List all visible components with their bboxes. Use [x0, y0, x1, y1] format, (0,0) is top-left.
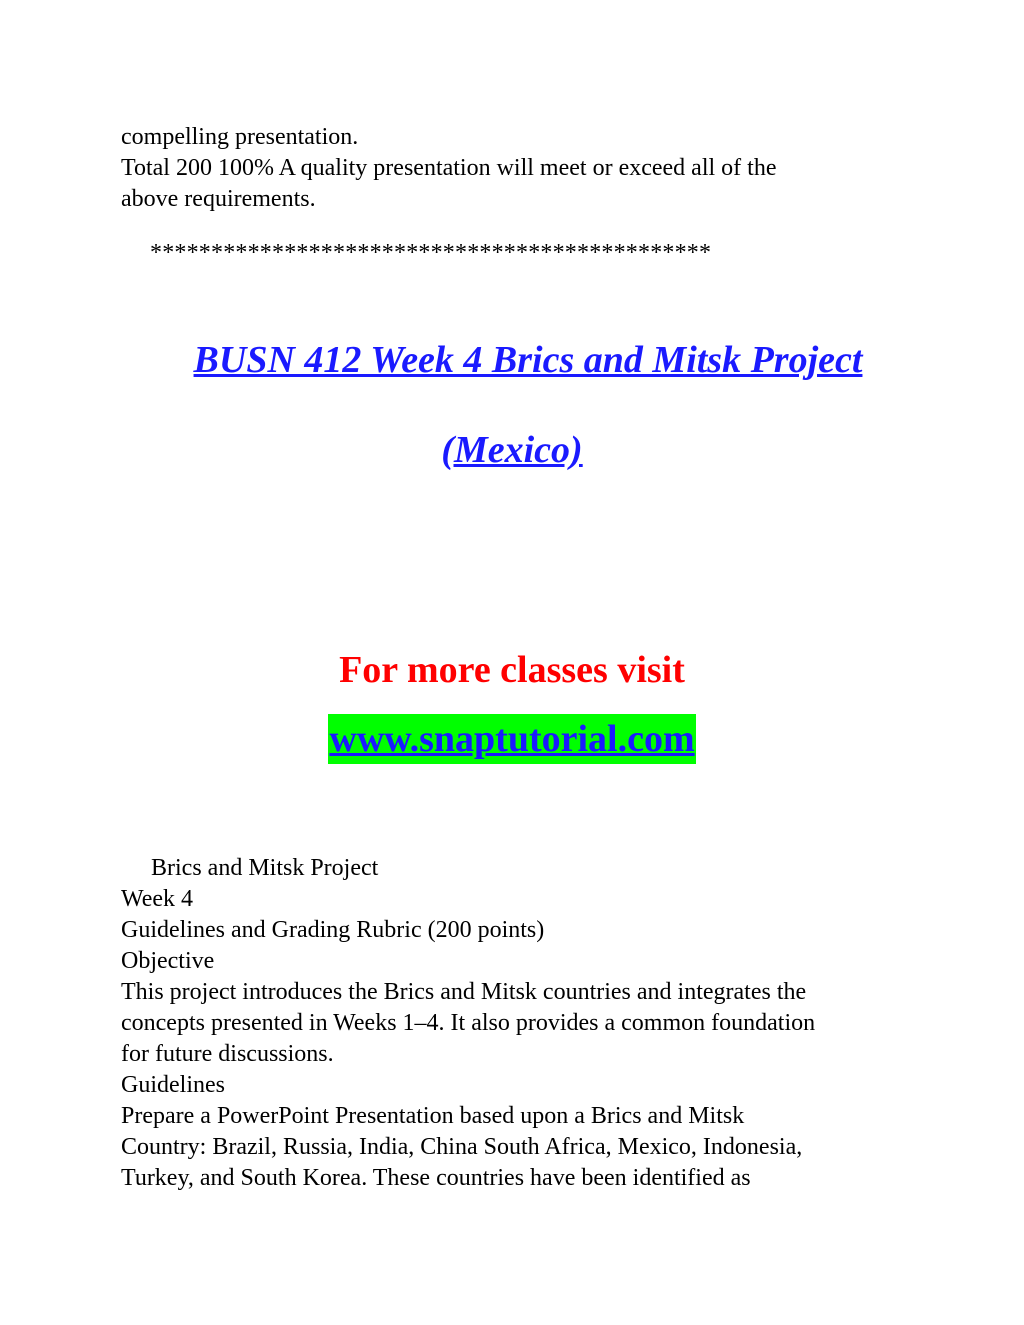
promo-heading: For more classes visit [339, 649, 685, 691]
body-line-6: concepts presented in Weeks 1–4. It also provides a common foundation [121, 1010, 816, 1036]
title-link-line-2[interactable]: (Mexico) [441, 429, 583, 471]
body-line-4: Objective [121, 948, 215, 974]
intro-line-1: compelling presentation. [121, 124, 359, 150]
intro-line-2: Total 200 100% A quality presentation will meet or exceed all of the [121, 155, 777, 181]
intro-line-3: above requirements. [121, 186, 316, 212]
body-line-10: Country: Brazil, Russia, India, China South Africa, Mexico, Indonesia, [121, 1134, 803, 1160]
body-line-1: Brics and Mitsk Project [151, 855, 379, 881]
body-line-9: Prepare a PowerPoint Presentation based upon a Brics and Mitsk [121, 1103, 745, 1129]
body-line-7: for future discussions. [121, 1041, 334, 1067]
site-link-wrapper [0, 714, 1024, 764]
title-link-line-1[interactable]: BUSN 412 Week 4 Brics and Mitsk Project [193, 339, 863, 381]
body-line-8: Guidelines [121, 1072, 225, 1098]
body-line-11: Turkey, and South Korea. These countries have been identified as [121, 1165, 751, 1191]
site-link[interactable]: www.snaptutorial.com [328, 714, 695, 764]
separator-stars: ********************************************** [150, 240, 712, 266]
body-line-5: This project introduces the Brics and Mitsk countries and integrates the [121, 979, 807, 1005]
body-line-3: Guidelines and Grading Rubric (200 points) [121, 917, 545, 943]
body-line-2: Week 4 [121, 886, 194, 912]
